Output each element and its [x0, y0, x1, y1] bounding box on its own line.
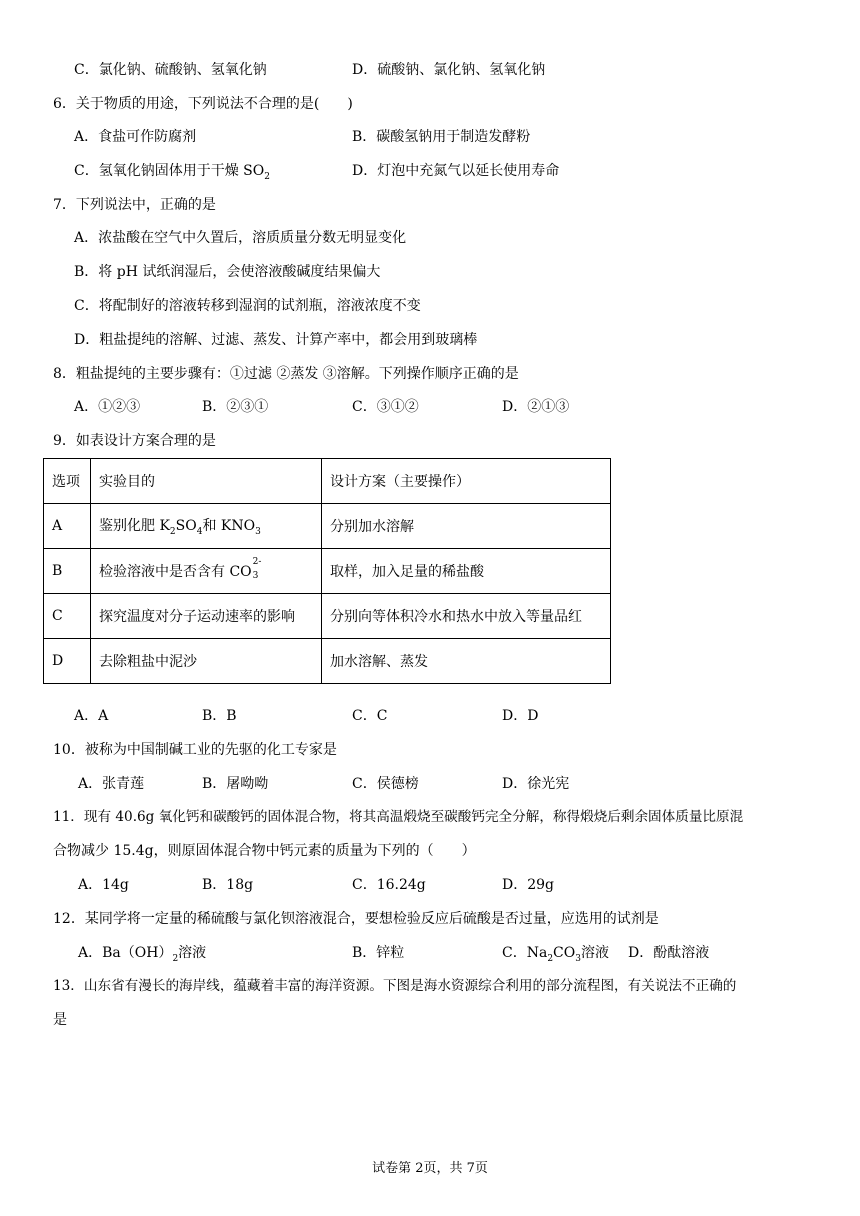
q6-option-c-sub: 2	[264, 171, 270, 182]
q11-option-a: A．14g	[78, 877, 129, 893]
q9-option-c: C．C	[352, 708, 388, 724]
header-option: 选项	[44, 459, 91, 504]
q6-stem: 6．关于物质的用途，下列说法不合理的是( )	[53, 96, 353, 112]
row-b-purpose	[91, 549, 322, 594]
header-purpose: 实验目的	[91, 459, 322, 504]
q9-option-b: B．B	[202, 708, 237, 724]
q7-option-b: B．将 pH 试纸润湿后，会使溶液酸碱度结果偏大	[74, 264, 381, 280]
q7-option-a: A．浓盐酸在空气中久置后，溶质质量分数无明显变化	[74, 230, 407, 246]
carbonate-sup: 2-	[252, 557, 262, 567]
row-b-plan: 取样，加入足量的稀盐酸	[322, 549, 611, 594]
carbonate-sub: 3	[252, 571, 259, 581]
row-b-option: B	[44, 549, 91, 594]
q7-stem: 7．下列说法中，正确的是	[53, 197, 216, 213]
q9-stem: 9．如表设计方案合理的是	[53, 433, 216, 449]
row-a-purpose-text-3: 和 KNO	[202, 518, 256, 535]
q12-option-b: B．锌粒	[352, 945, 405, 961]
page-footer: 试卷第 2页，共 7页	[372, 1161, 488, 1176]
q11-option-b: B．18g	[202, 877, 254, 893]
q6-option-c-text: C．氢氧化钠固体用于干燥 SO	[74, 163, 265, 179]
q12-option-d: D．酚酞溶液	[628, 945, 710, 961]
row-a-purpose-sub-3: 3	[255, 526, 261, 537]
table-header-row	[44, 459, 611, 504]
q12-option-c-text: C．Na	[502, 945, 548, 961]
q12-option-a-suffix: 溶液	[178, 945, 207, 961]
q11-option-c: C．16.24g	[352, 877, 426, 893]
row-d-purpose: 去除粗盐中泥沙	[91, 639, 322, 684]
table-row	[44, 594, 611, 639]
q8-stem: 8．粗盐提纯的主要步骤有：①过滤 ②蒸发 ③溶解。下列操作顺序正确的是	[53, 366, 519, 382]
q12-option-c	[502, 944, 609, 968]
q8-option-d: D．②①③	[502, 399, 570, 415]
q10-option-c: C．侯德榜	[352, 776, 419, 792]
q10-stem: 10．被称为中国制碱工业的先驱的化工专家是	[53, 742, 337, 758]
row-a-purpose-sub-2: 4	[196, 526, 203, 537]
q6-option-c	[74, 162, 270, 186]
q12-option-a-sub: 2	[172, 953, 179, 964]
row-a-plan: 分别加水溶解	[322, 504, 611, 549]
row-d-option: D	[44, 639, 91, 684]
q7-option-d: D．粗盐提纯的溶解、过滤、蒸发、计算产率中，都会用到玻璃棒	[74, 332, 478, 348]
row-a-option: A	[44, 504, 91, 549]
row-c-option: C	[44, 594, 91, 639]
q12-option-c-mid: CO	[553, 945, 576, 961]
q10-option-b: B．屠呦呦	[202, 776, 269, 792]
table-row	[44, 504, 611, 549]
q8-option-c: C．③①②	[352, 399, 419, 415]
q8-option-a: A．①②③	[74, 399, 141, 415]
q6-option-d: D．灯泡中充氮气以延长使用寿命	[352, 163, 560, 179]
q12-stem: 12．某同学将一定量的稀硫酸与氯化钡溶液混合，要想检验反应后硫酸是否过量，应选用的试剂是	[53, 911, 659, 927]
q9-option-d: D．D	[502, 708, 539, 724]
table-row	[44, 549, 611, 594]
row-b-purpose-text: 检验溶液中是否含有 CO	[99, 564, 252, 580]
row-a-purpose-sub-1: 2	[169, 526, 176, 537]
q12-option-c-sub-1: 2	[547, 953, 554, 964]
q8-option-b: B．②③①	[202, 399, 269, 415]
q6-option-b: B．碳酸氢钠用于制造发酵粉	[352, 129, 531, 145]
q9-table	[43, 458, 611, 684]
q7-option-c: C．将配制好的溶液转移到湿润的试剂瓶，溶液浓度不变	[74, 298, 421, 314]
q10-option-d: D．徐光宪	[502, 776, 570, 792]
q9-option-a: A．A	[74, 708, 109, 724]
row-c-purpose: 探究温度对分子运动速率的影响	[91, 594, 322, 639]
q11-option-d: D．29g	[502, 877, 555, 893]
row-a-purpose	[91, 504, 322, 549]
q12-option-a	[78, 944, 206, 968]
q12-option-c-sub-2: 3	[575, 953, 581, 964]
q12-option-c-suffix: 溶液	[580, 945, 609, 961]
q5-option-c: C．氯化钠、硫酸钠、氢氧化钠	[74, 62, 267, 78]
row-d-plan: 加水溶解、蒸发	[322, 639, 611, 684]
q11-stem-line-1: 11．现有 40.6g 氧化钙和碳酸钙的固体混合物，将其高温煅烧至碳酸钙完全分解，称得煅烧后剩余固体质量比原混	[53, 809, 744, 825]
q11-stem-line-2: 合物减少 15.4g，则原固体混合物中钙元素的质量为下列的（ ）	[53, 843, 476, 859]
table-row	[44, 639, 611, 684]
q10-option-a: A．张青莲	[78, 776, 145, 792]
row-c-plan: 分别向等体积冷水和热水中放入等量品红	[322, 594, 611, 639]
q6-option-a: A．食盐可作防腐剂	[74, 129, 197, 145]
row-a-purpose-text-1: 鉴别化肥 K	[99, 518, 170, 535]
q13-stem-line-2: 是	[53, 1012, 67, 1028]
q5-option-d: D．硫酸钠、氯化钠、氢氧化钠	[352, 62, 546, 78]
carbonate-charge	[252, 557, 264, 581]
q13-stem-line-1: 13．山东省有漫长的海岸线，蕴藏着丰富的海洋资源。下图是海水资源综合利用的部分流程图，有关说法不正确的	[53, 978, 737, 994]
header-plan: 设计方案（主要操作）	[322, 459, 611, 504]
row-a-purpose-text-2: SO	[175, 518, 197, 535]
q12-option-a-text: A．Ba（OH）	[78, 945, 173, 961]
